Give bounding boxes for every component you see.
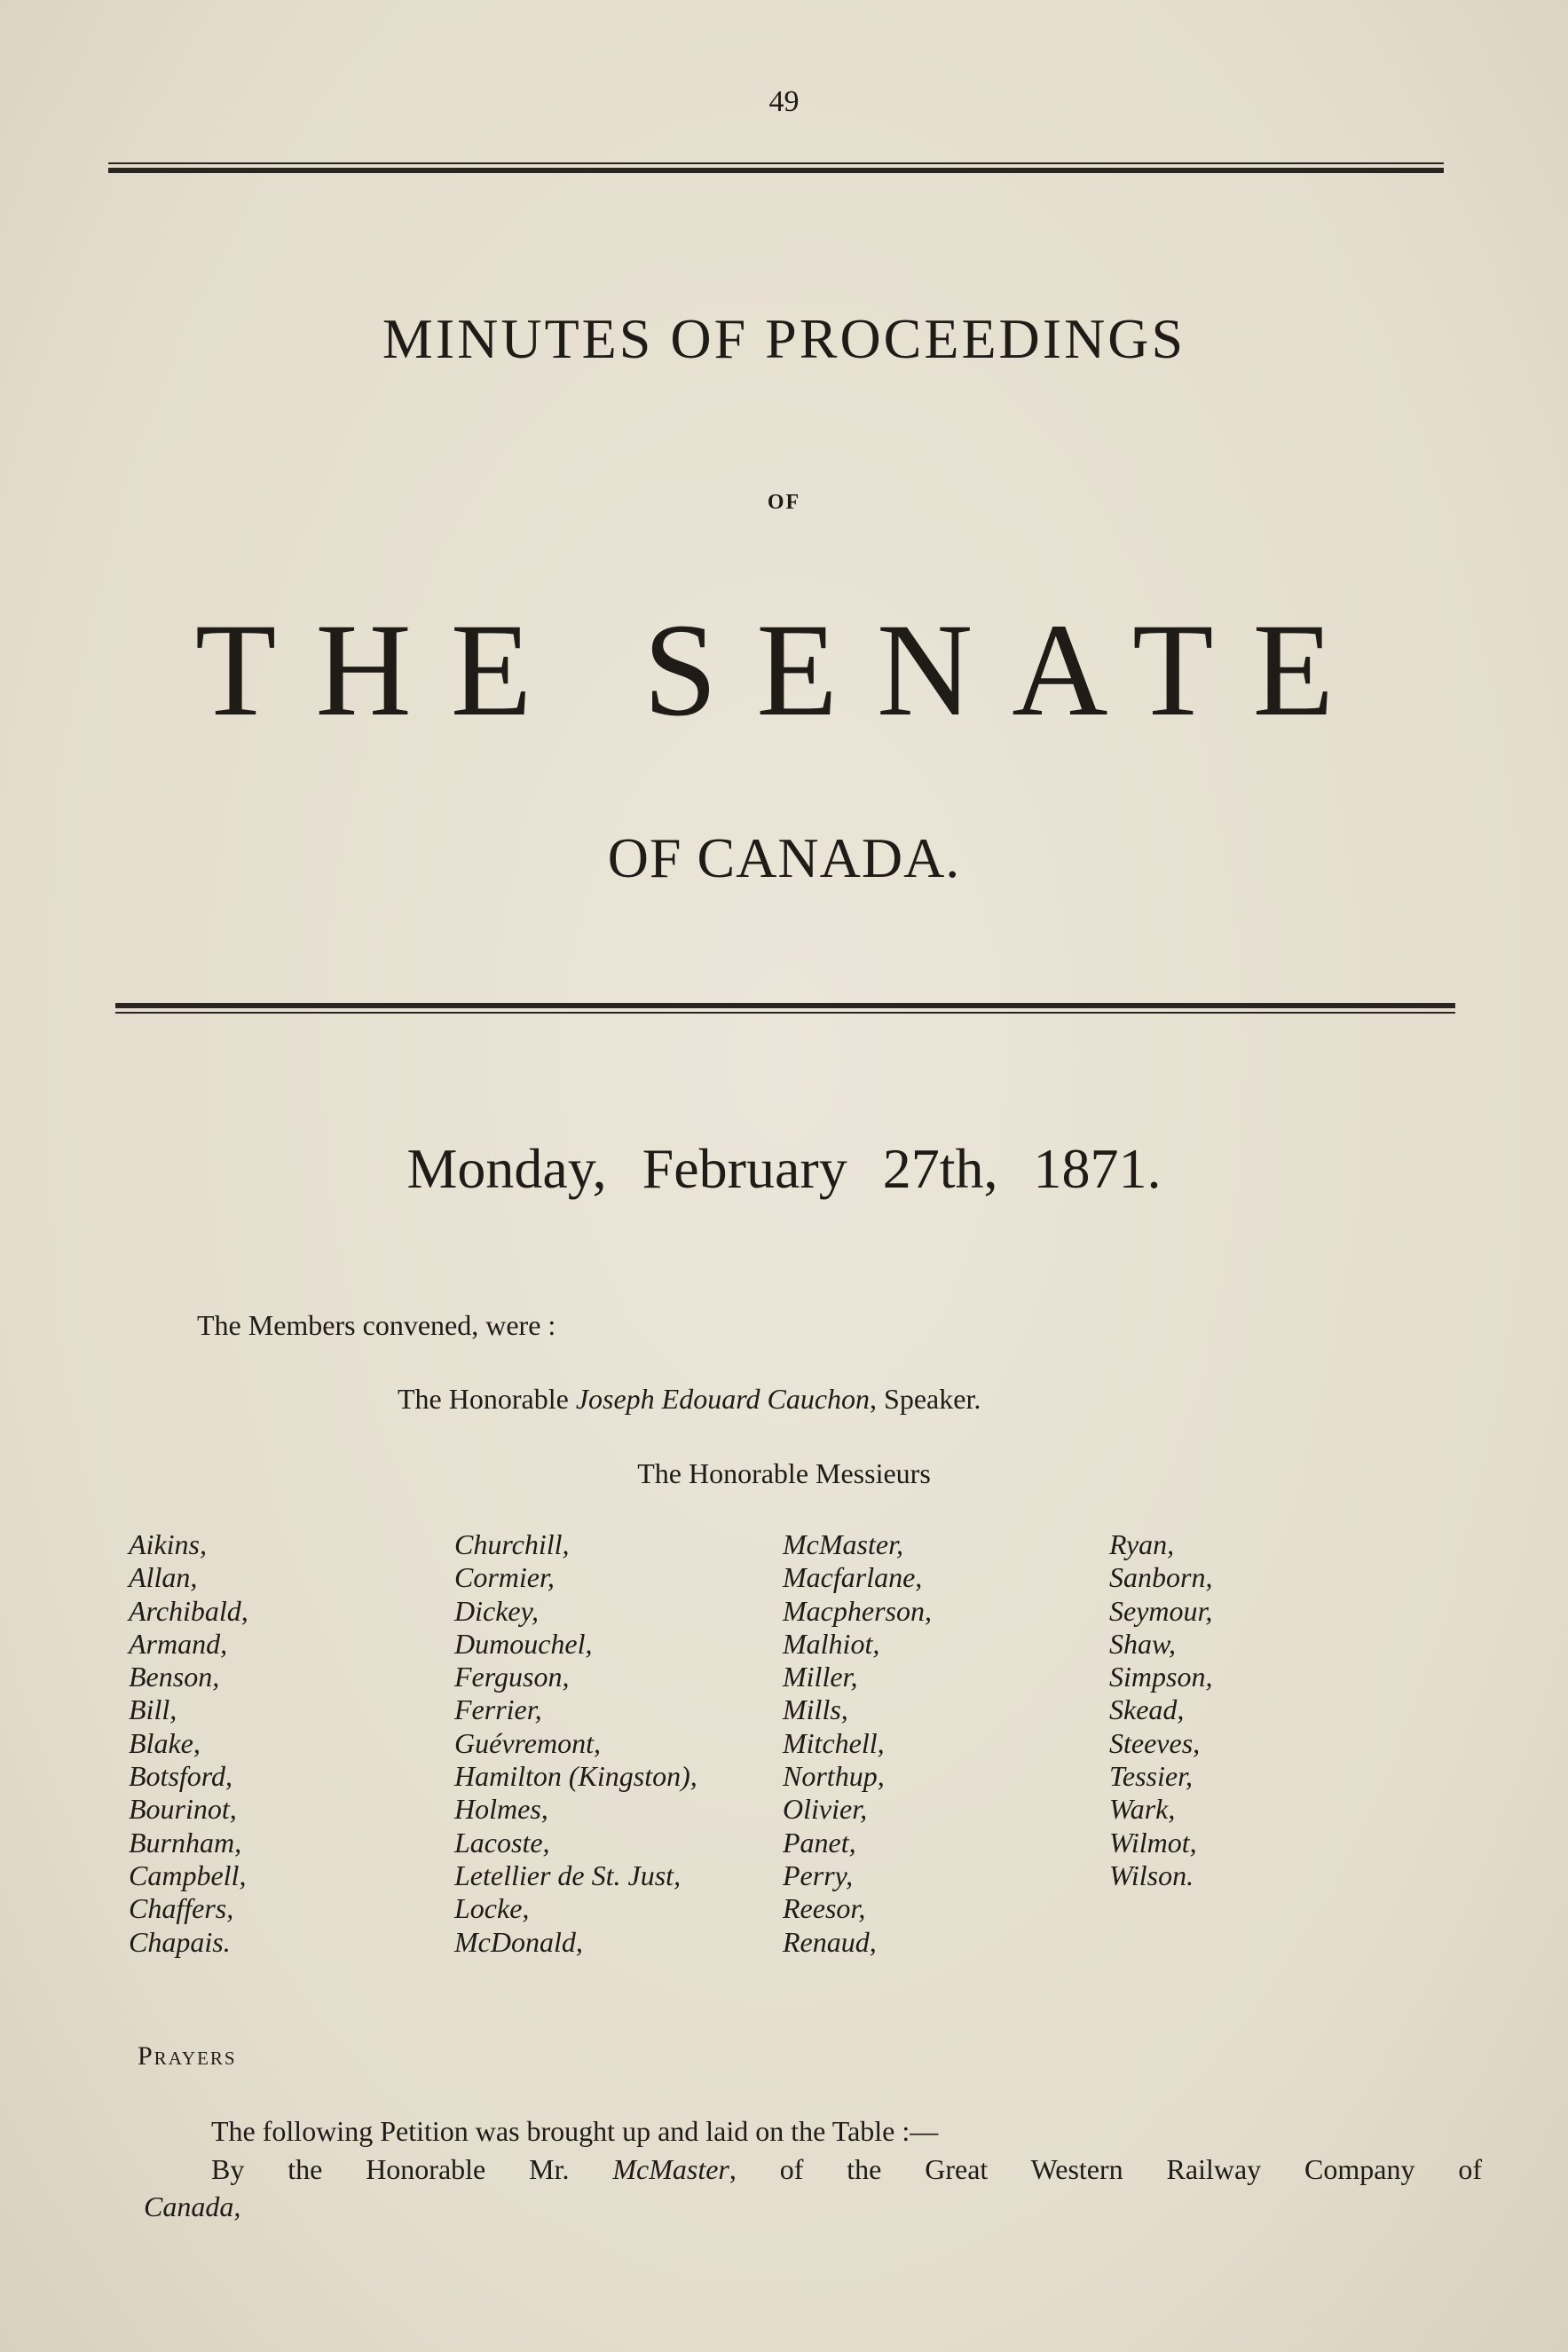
petition-continuation: Canada, [144,2190,241,2222]
petition-intro: The following Petition was brought up and laid on the Table :— [211,2115,939,2147]
bottom-double-rule [115,1003,1455,1014]
member-name: Wilson. [1109,1859,1194,1891]
member-name: Malhiot, [783,1627,880,1660]
petition-name: McMaster [612,2153,729,2185]
speaker-suffix: , Speaker. [870,1383,981,1415]
member-name: Chapais. [129,1925,231,1958]
member-name: Locke, [454,1892,530,1925]
member-name: Wark, [1109,1793,1176,1826]
member-name: Burnham, [129,1826,242,1859]
speaker-prefix: The Honorable [398,1383,569,1415]
page-number: 49 [768,85,800,118]
member-name: Macfarlane, [783,1561,923,1594]
members-column-4 [1109,1528,1212,1892]
member-name: Bourinot, [129,1793,237,1826]
member-name: Bill, [129,1693,177,1726]
prayers-heading: Prayers [138,2041,237,2071]
member-name: Allan, [129,1561,198,1594]
member-name: Dickey, [454,1594,540,1627]
member-name: Macpherson, [783,1594,932,1627]
member-name: Dumouchel, [454,1627,593,1660]
speaker-name: Joseph Edouard Cauchon [575,1383,871,1415]
title-of: OF [767,491,801,514]
member-name: Ferrier, [454,1693,542,1726]
member-name: Blake, [129,1726,201,1759]
member-name: Hamilton (Kingston), [454,1760,697,1793]
petition-suffix: , of the Great Western Railway Company of [729,2153,1482,2185]
member-name: Sanborn, [1109,1561,1213,1594]
member-name: Ferguson, [454,1661,570,1693]
top-double-rule [108,162,1444,173]
member-name: Olivier, [783,1793,868,1826]
member-name: Miller, [783,1661,858,1693]
member-name: Letellier de St. Just, [454,1859,682,1891]
members-intro: The Members convened, were : [197,1309,556,1341]
member-name: Steeves, [1109,1726,1201,1759]
member-name: Mitchell, [783,1726,885,1759]
speaker-line [398,1383,981,1416]
member-name: Chaffers, [129,1892,234,1925]
member-name: Shaw, [1109,1627,1176,1660]
member-name: Lacoste, [454,1826,550,1859]
petition-prefix: By the Honorable Mr. [211,2153,570,2185]
member-name: Campbell, [129,1859,247,1891]
messieurs-heading: The Honorable Messieurs [637,1457,931,1489]
member-name: Ryan, [1109,1528,1175,1560]
member-name: Mills, [783,1693,848,1726]
member-name: Benson, [129,1661,220,1693]
member-name: Archibald, [129,1594,248,1627]
member-name: Northup, [783,1760,885,1793]
member-name: McDonald, [454,1925,583,1958]
member-name: Renaud, [783,1925,877,1958]
member-name: Churchill, [454,1528,570,1560]
member-name: Tessier, [1109,1760,1193,1793]
member-name: Cormier, [454,1561,555,1594]
member-name: Seymour, [1109,1594,1213,1627]
member-name: Reesor, [783,1892,866,1925]
member-name: Holmes, [454,1793,548,1826]
title-of-canada: OF CANADA. [607,826,961,889]
members-column-2 [454,1528,697,1959]
member-name: Skead, [1109,1693,1185,1726]
member-name: Armand, [129,1627,228,1660]
session-date: Monday, February 27th, 1871. [406,1137,1162,1200]
member-name: Simpson, [1109,1661,1213,1693]
member-name: Panet, [783,1826,856,1859]
petition-line [211,2153,1482,2186]
title-minutes-of-proceedings: MINUTES OF PROCEEDINGS [382,307,1186,370]
members-column-1 [129,1528,248,1959]
member-name: Botsford, [129,1760,233,1793]
member-name: Aikins, [129,1528,207,1560]
member-name: Perry, [783,1859,854,1891]
member-name: Wilmot, [1109,1826,1197,1859]
member-name: Guévremont, [454,1726,601,1759]
members-column-3 [783,1528,932,1959]
member-name: McMaster, [783,1528,903,1560]
title-the-senate: THE SENATE [194,596,1374,744]
